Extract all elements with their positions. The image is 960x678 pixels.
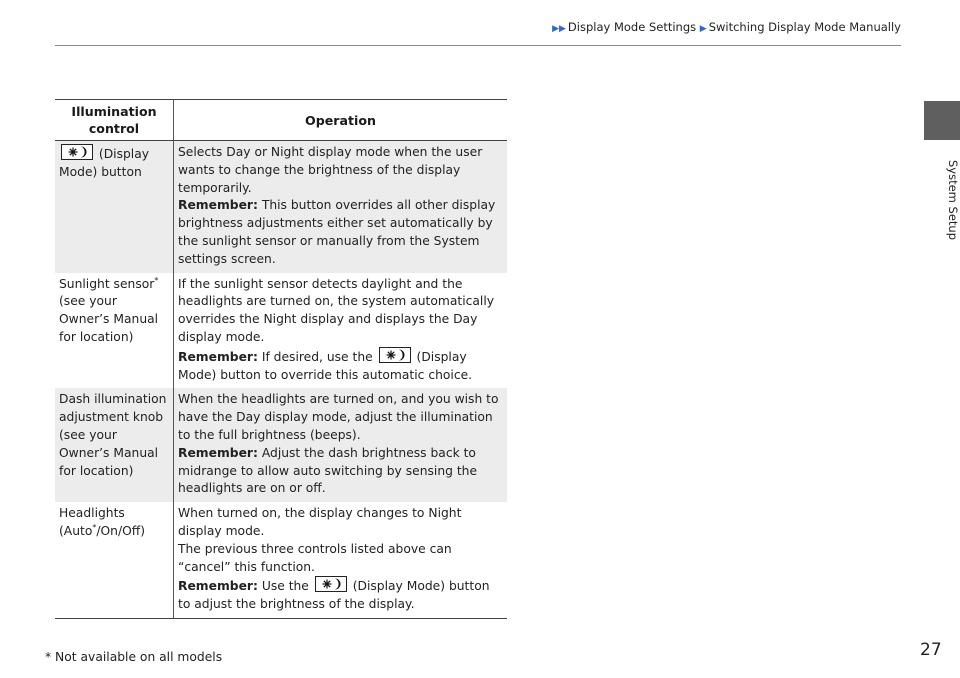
operation-text: The previous three controls listed above can “cancel” this function. [178, 541, 452, 574]
operation-text: Adjust the dash brightness back to midrange to allow auto switching by sensing the headlights are on or off. [178, 445, 478, 496]
illumination-table [55, 99, 507, 619]
operation-text: When the headlights are turned on, and you wish to have the Day display mode, adjust the illumination to the full brightness (beeps). [178, 392, 499, 442]
column-header-operation: Operation [174, 100, 508, 141]
breadcrumb-item[interactable]: Display Mode Settings [567, 20, 697, 34]
operation-text: When turned on, the display changes to Night display mode. [178, 506, 462, 538]
column-header-control: Illumination control [55, 100, 174, 141]
operation-text: (Display Mode) button to override this automatic choice. [178, 349, 473, 382]
control-label: (Display Mode) button [59, 147, 150, 179]
table-row [55, 141, 507, 273]
operation-cell [174, 273, 508, 389]
remember-label: Remember: [178, 579, 258, 594]
control-cell [55, 273, 174, 389]
footnote: * Not available on all models [45, 650, 223, 664]
table-row [55, 273, 507, 389]
control-cell [55, 388, 174, 502]
control-label: Headlights (Auto [59, 506, 125, 538]
control-label: (see your Owner’s Manual for location) [59, 294, 159, 344]
operation-text: If desired, use the [257, 349, 377, 364]
table-row [55, 388, 507, 502]
remember-label: Remember: [178, 445, 258, 460]
control-cell [55, 141, 174, 273]
page-number: 27 [920, 640, 942, 660]
section-tab-label: System Setup [946, 159, 960, 240]
table-row [55, 502, 507, 618]
triangle-right-icon: ▶ [699, 24, 707, 34]
breadcrumb-item[interactable]: Switching Display Mode Manually [708, 20, 901, 34]
control-label: Sunlight sensor [59, 276, 155, 291]
control-label: /On/Off) [96, 523, 146, 538]
header-rule [55, 45, 901, 46]
display-mode-icon [379, 347, 411, 363]
operation-cell [174, 388, 508, 502]
footnote-mark: * [154, 275, 159, 285]
operation-text: (Display Mode) button to adjust the brightness of the display. [178, 579, 490, 612]
display-mode-icon [61, 144, 93, 160]
operation-text: Selects Day or Night display mode when the user wants to change the brightness of the display temporarily. [178, 145, 483, 195]
control-cell [55, 502, 174, 618]
operation-text: This button overrides all other display brightness adjustments either set automatically by the sunlight sensor or manually from the System settings screen. [178, 198, 496, 266]
operation-cell [174, 502, 508, 618]
remember-label: Remember: [178, 198, 258, 213]
triangle-right-icon: ▶▶ [552, 24, 566, 34]
operation-text: Use the [257, 579, 313, 594]
control-label: Dash illumination adjustment knob (see your Owner’s Manual for location) [59, 392, 167, 478]
footnote-mark: * [92, 522, 97, 532]
breadcrumb [552, 20, 901, 34]
section-tab-marker [924, 101, 960, 140]
operation-cell [174, 141, 508, 273]
display-mode-icon [315, 576, 347, 592]
remember-label: Remember: [178, 349, 258, 364]
operation-text: If the sunlight sensor detects daylight and the headlights are turned on, the system automatically overrides the Night display and displays the Day display mode. [178, 276, 495, 344]
